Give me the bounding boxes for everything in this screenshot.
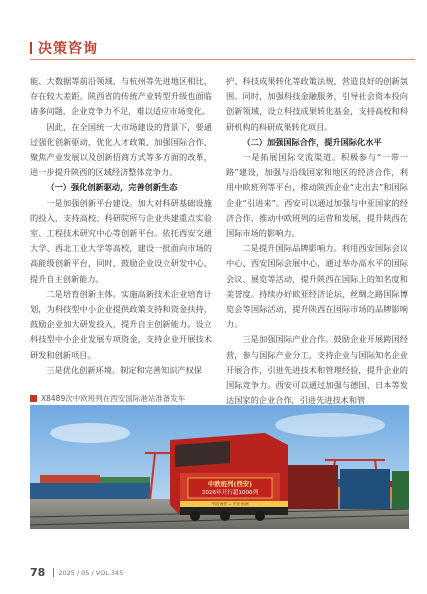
page-footer — [30, 566, 123, 579]
section-marker — [30, 42, 32, 54]
photo-caption — [30, 393, 185, 404]
page-number: 78 — [30, 566, 46, 579]
banner-top-text: 中欧班列(西安) — [207, 480, 253, 488]
section-title — [30, 38, 410, 58]
subheading — [226, 135, 408, 150]
footer-divider — [53, 568, 54, 577]
cloud — [275, 413, 385, 437]
caption-marker-icon — [30, 395, 37, 402]
subheading-text: （二）加强国际合作，提升国际化水平 — [242, 136, 382, 147]
section-title-text: 决策咨询 — [38, 41, 98, 57]
subheading — [30, 180, 212, 195]
header-rule — [30, 59, 415, 60]
locomotive — [170, 433, 288, 521]
paragraph: 二是培育创新主体。实施高新技术企业培育计划，为科技型中小企业提供政策支持和资金扶持，鼓励企业加大研发投入，提升自主创新能力。设立科技型中小企业发展专项资金，支持企业开展技术研发和创新项目。 — [30, 288, 212, 360]
train-illustration — [30, 405, 409, 529]
caption-text: X8489次中欧班列在西安国际港站准备发车 — [41, 394, 186, 403]
paragraph: 因此，在全国统一大市场建设的背景下，要通过强化创新驱动、优化人才政策、加强国际合作、聚焦产业发展以及创新招商方式等多方面的改革，进一步提升陕西的区域经济整体竞争力。 — [30, 121, 212, 178]
banner-small-text: 中国·西安 — 中亚·欧洲 — [211, 502, 249, 506]
banner-bottom-text: 2026年开行超1000列 — [201, 490, 259, 496]
right-column — [226, 74, 408, 408]
issue-info: 2025 / 05 / VOL.345 — [58, 568, 124, 577]
paragraph: 一是加强创新平台建设。加大对科研基础设施的投入，支持高校、科研院所与企业共建重点实验室、工程技术研究中心等创新平台。依托西安交通大学、西北工业大学等高校，建设一批面向市场的高能级创新平台，同时，鼓励企业设立研发中心，提升自主创新能力。 — [30, 197, 212, 284]
subheading-text: （一）强化创新驱动，完善创新生态 — [46, 182, 178, 193]
cloud — [50, 423, 130, 443]
paragraph: 三是优化创新环境。制定和完善知识产权保 — [46, 364, 202, 375]
paragraph: 护、科技成果转化等政策法规，营造良好的创新氛围。同时，加强科技金融服务，引导社会资本投向创新领域，设立科技成果转化基金，支持高校和科研机构的科研成果转化项目。 — [226, 76, 408, 132]
paragraph: 能、大数据等前沿领域，与杭州等先进地区相比，存在较大差距。陕西省的传统产业转型升级也面临诸多问题，企业竞争力不足，难以适应市场变化。 — [30, 76, 212, 117]
paragraph: 三是加强国际产业合作。鼓励企业开展跨国经营，参与国际产业分工，支持企业与国际知名企业开展合作，引进先进技术和管理经验，提升企业的国际竞争力。西安可以通过加强与德国、日本等发达国家的企业合作，引进先进技术和管 — [226, 334, 408, 406]
train-photo — [30, 405, 409, 529]
left-column — [30, 74, 212, 378]
paragraph: 一是拓展国际交流渠道。积极参与“一带一路”建设，加强与沿线国家和地区的经济合作，利用中欧班列等平台，推动陕西企业“走出去”和国际企业“引进来”。西安可以通过加强与中亚国家的经济合作，推动中欧班列的运营和发展，提升陕西在国际市场的影响力。 — [226, 152, 408, 239]
paragraph: 二是提升国际品牌影响力。利用西安国际会议中心、西安国际会展中心，通过举办高水平的国际会议、展览等活动，提升陕西在国际上的知名度和美誉度。持续办好欧亚经济论坛、丝绸之路国际博览会等国际活动，提升陕西在国际市场的品牌影响力。 — [226, 243, 408, 330]
page-header — [30, 38, 410, 58]
